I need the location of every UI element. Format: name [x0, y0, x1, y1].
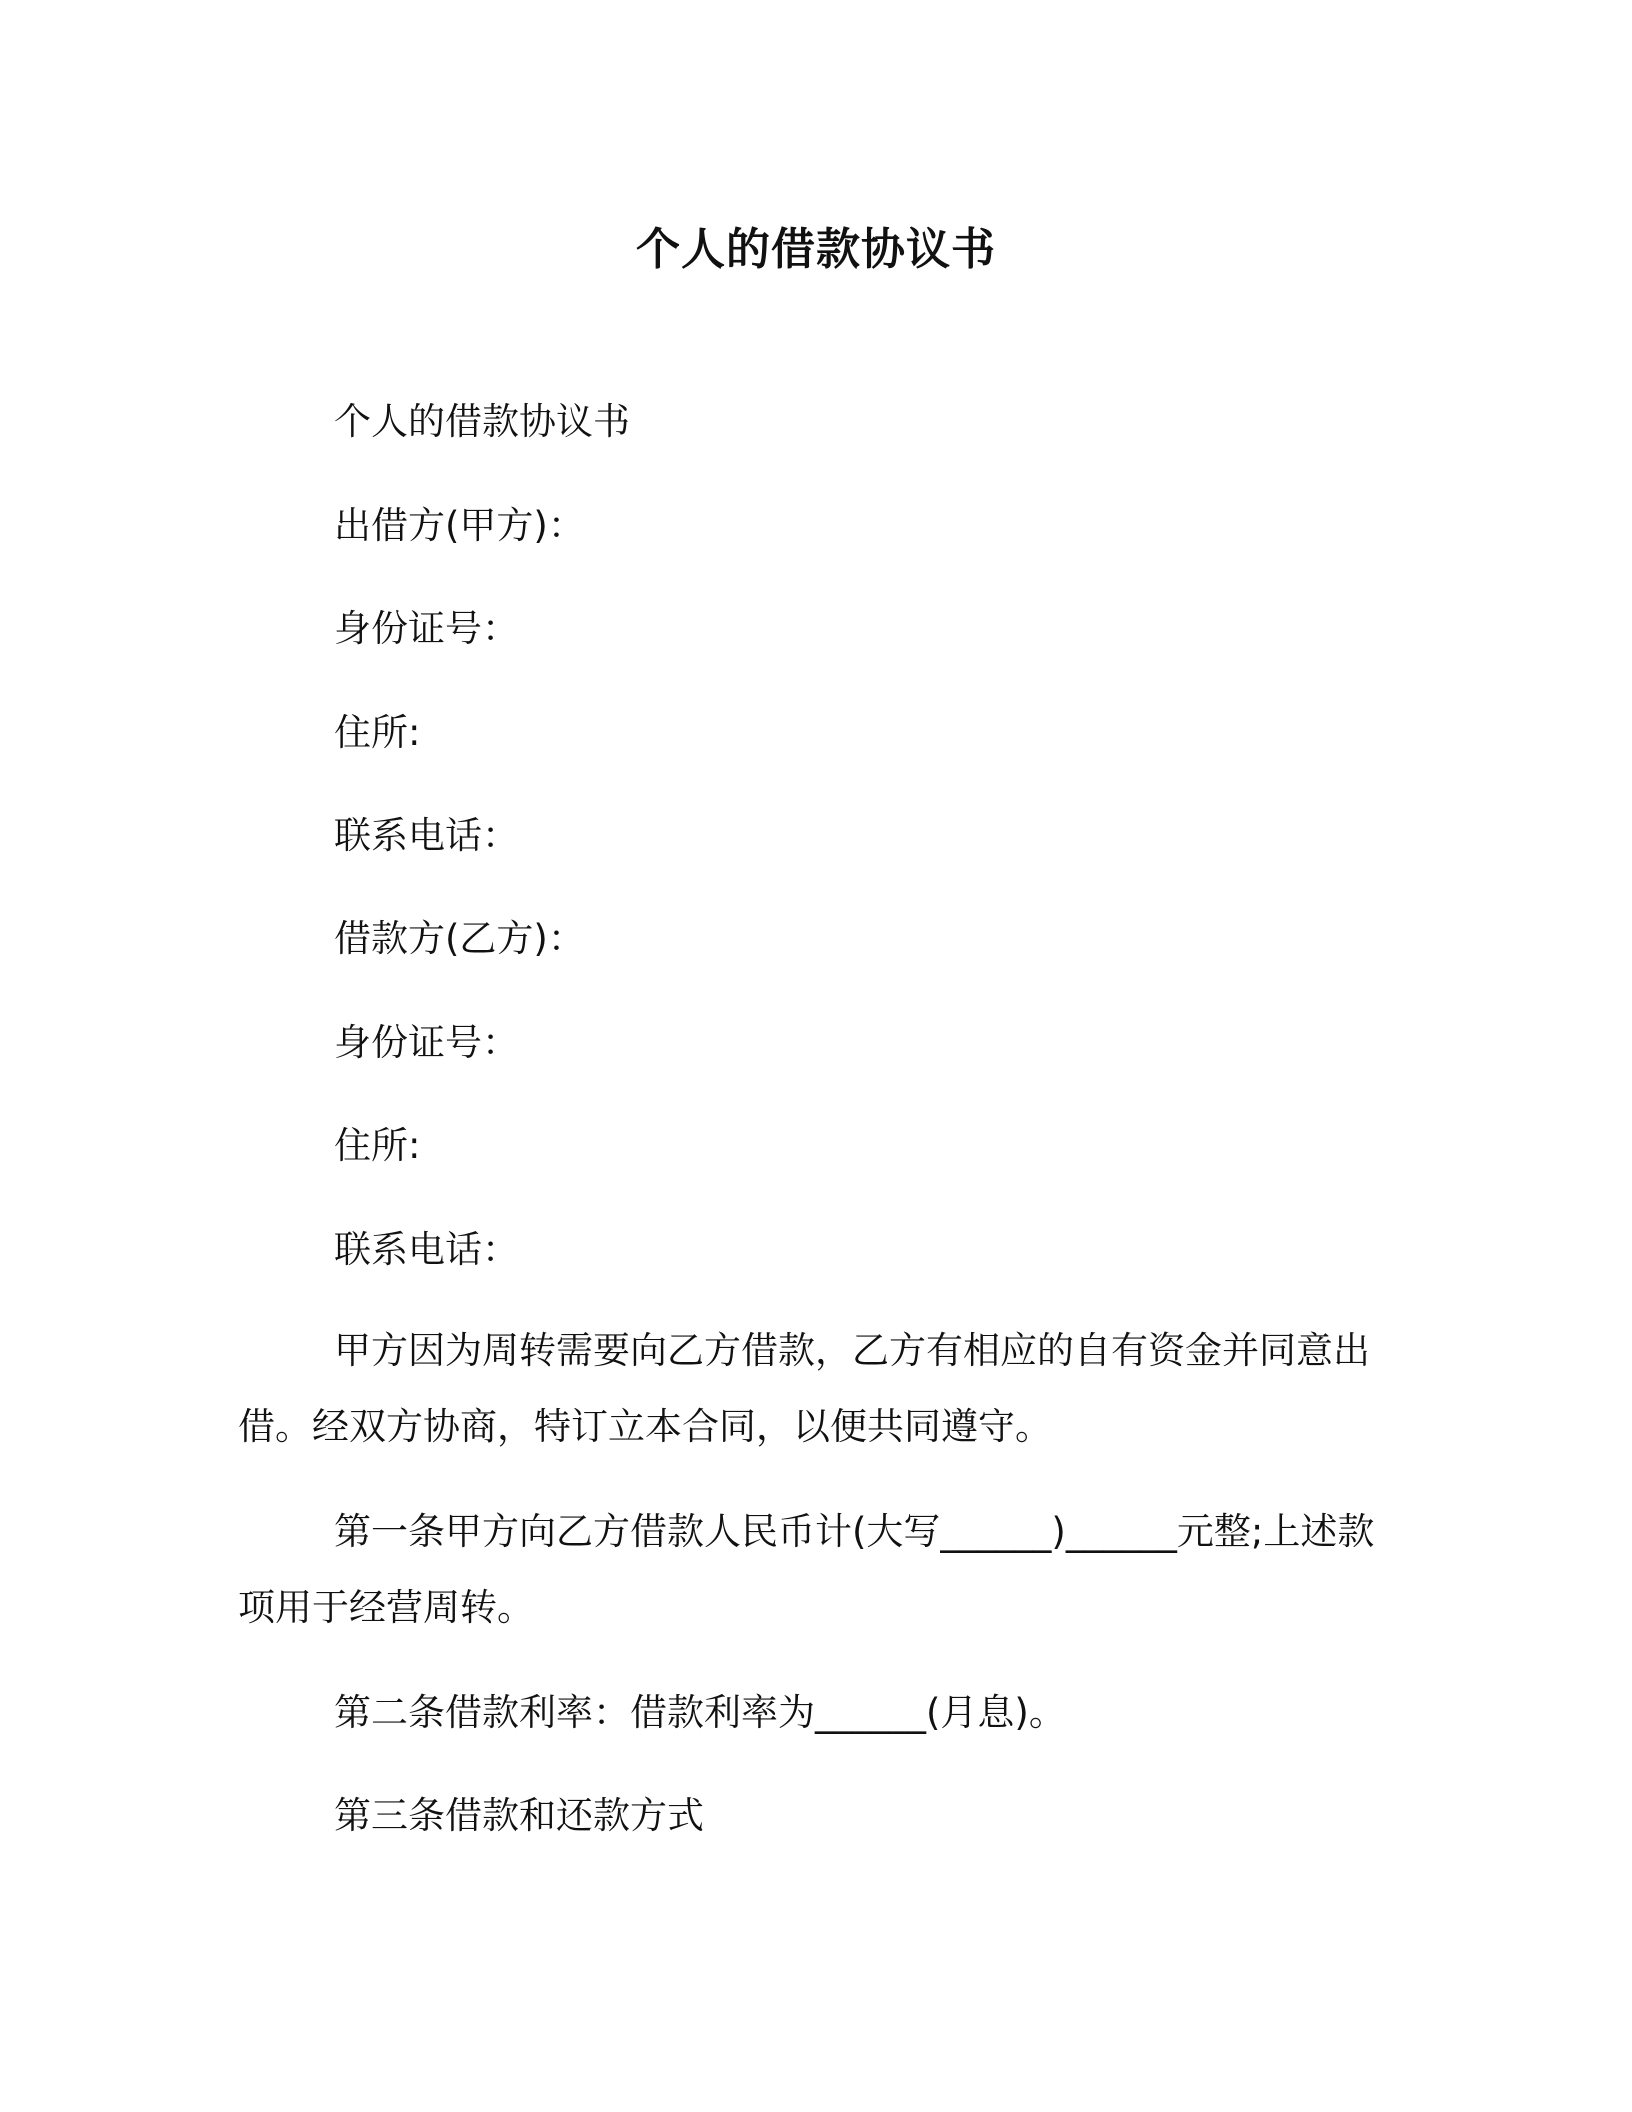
article-2-paragraph: 第二条借款利率：借款利率为______(月息)。	[334, 1691, 1066, 1734]
lender-phone-label: 联系电话：	[334, 814, 519, 857]
document-title: 个人的借款协议书	[636, 224, 996, 275]
lender-address-label: 住所:	[334, 711, 421, 754]
borrower-phone-label: 联系电话：	[334, 1228, 519, 1271]
borrower-id-label: 身份证号：	[334, 1021, 519, 1064]
article-3-heading: 第三条借款和还款方式	[334, 1794, 704, 1837]
article-1-paragraph: 第一条甲方向乙方借款人民币计(大写______)______元整;上述款项用于经营周转。	[238, 1510, 1375, 1629]
subtitle-line: 个人的借款协议书	[334, 400, 630, 443]
borrower-label: 借款方(乙方)：	[334, 917, 585, 960]
borrower-address-label: 住所:	[334, 1124, 421, 1167]
lender-id-label: 身份证号：	[334, 607, 519, 650]
intro-paragraph: 甲方因为周转需要向乙方借款，乙方有相应的自有资金并同意出借。经双方协商，特订立本合同，以便共同遵守。	[238, 1329, 1370, 1448]
lender-label: 出借方(甲方)：	[334, 504, 585, 547]
